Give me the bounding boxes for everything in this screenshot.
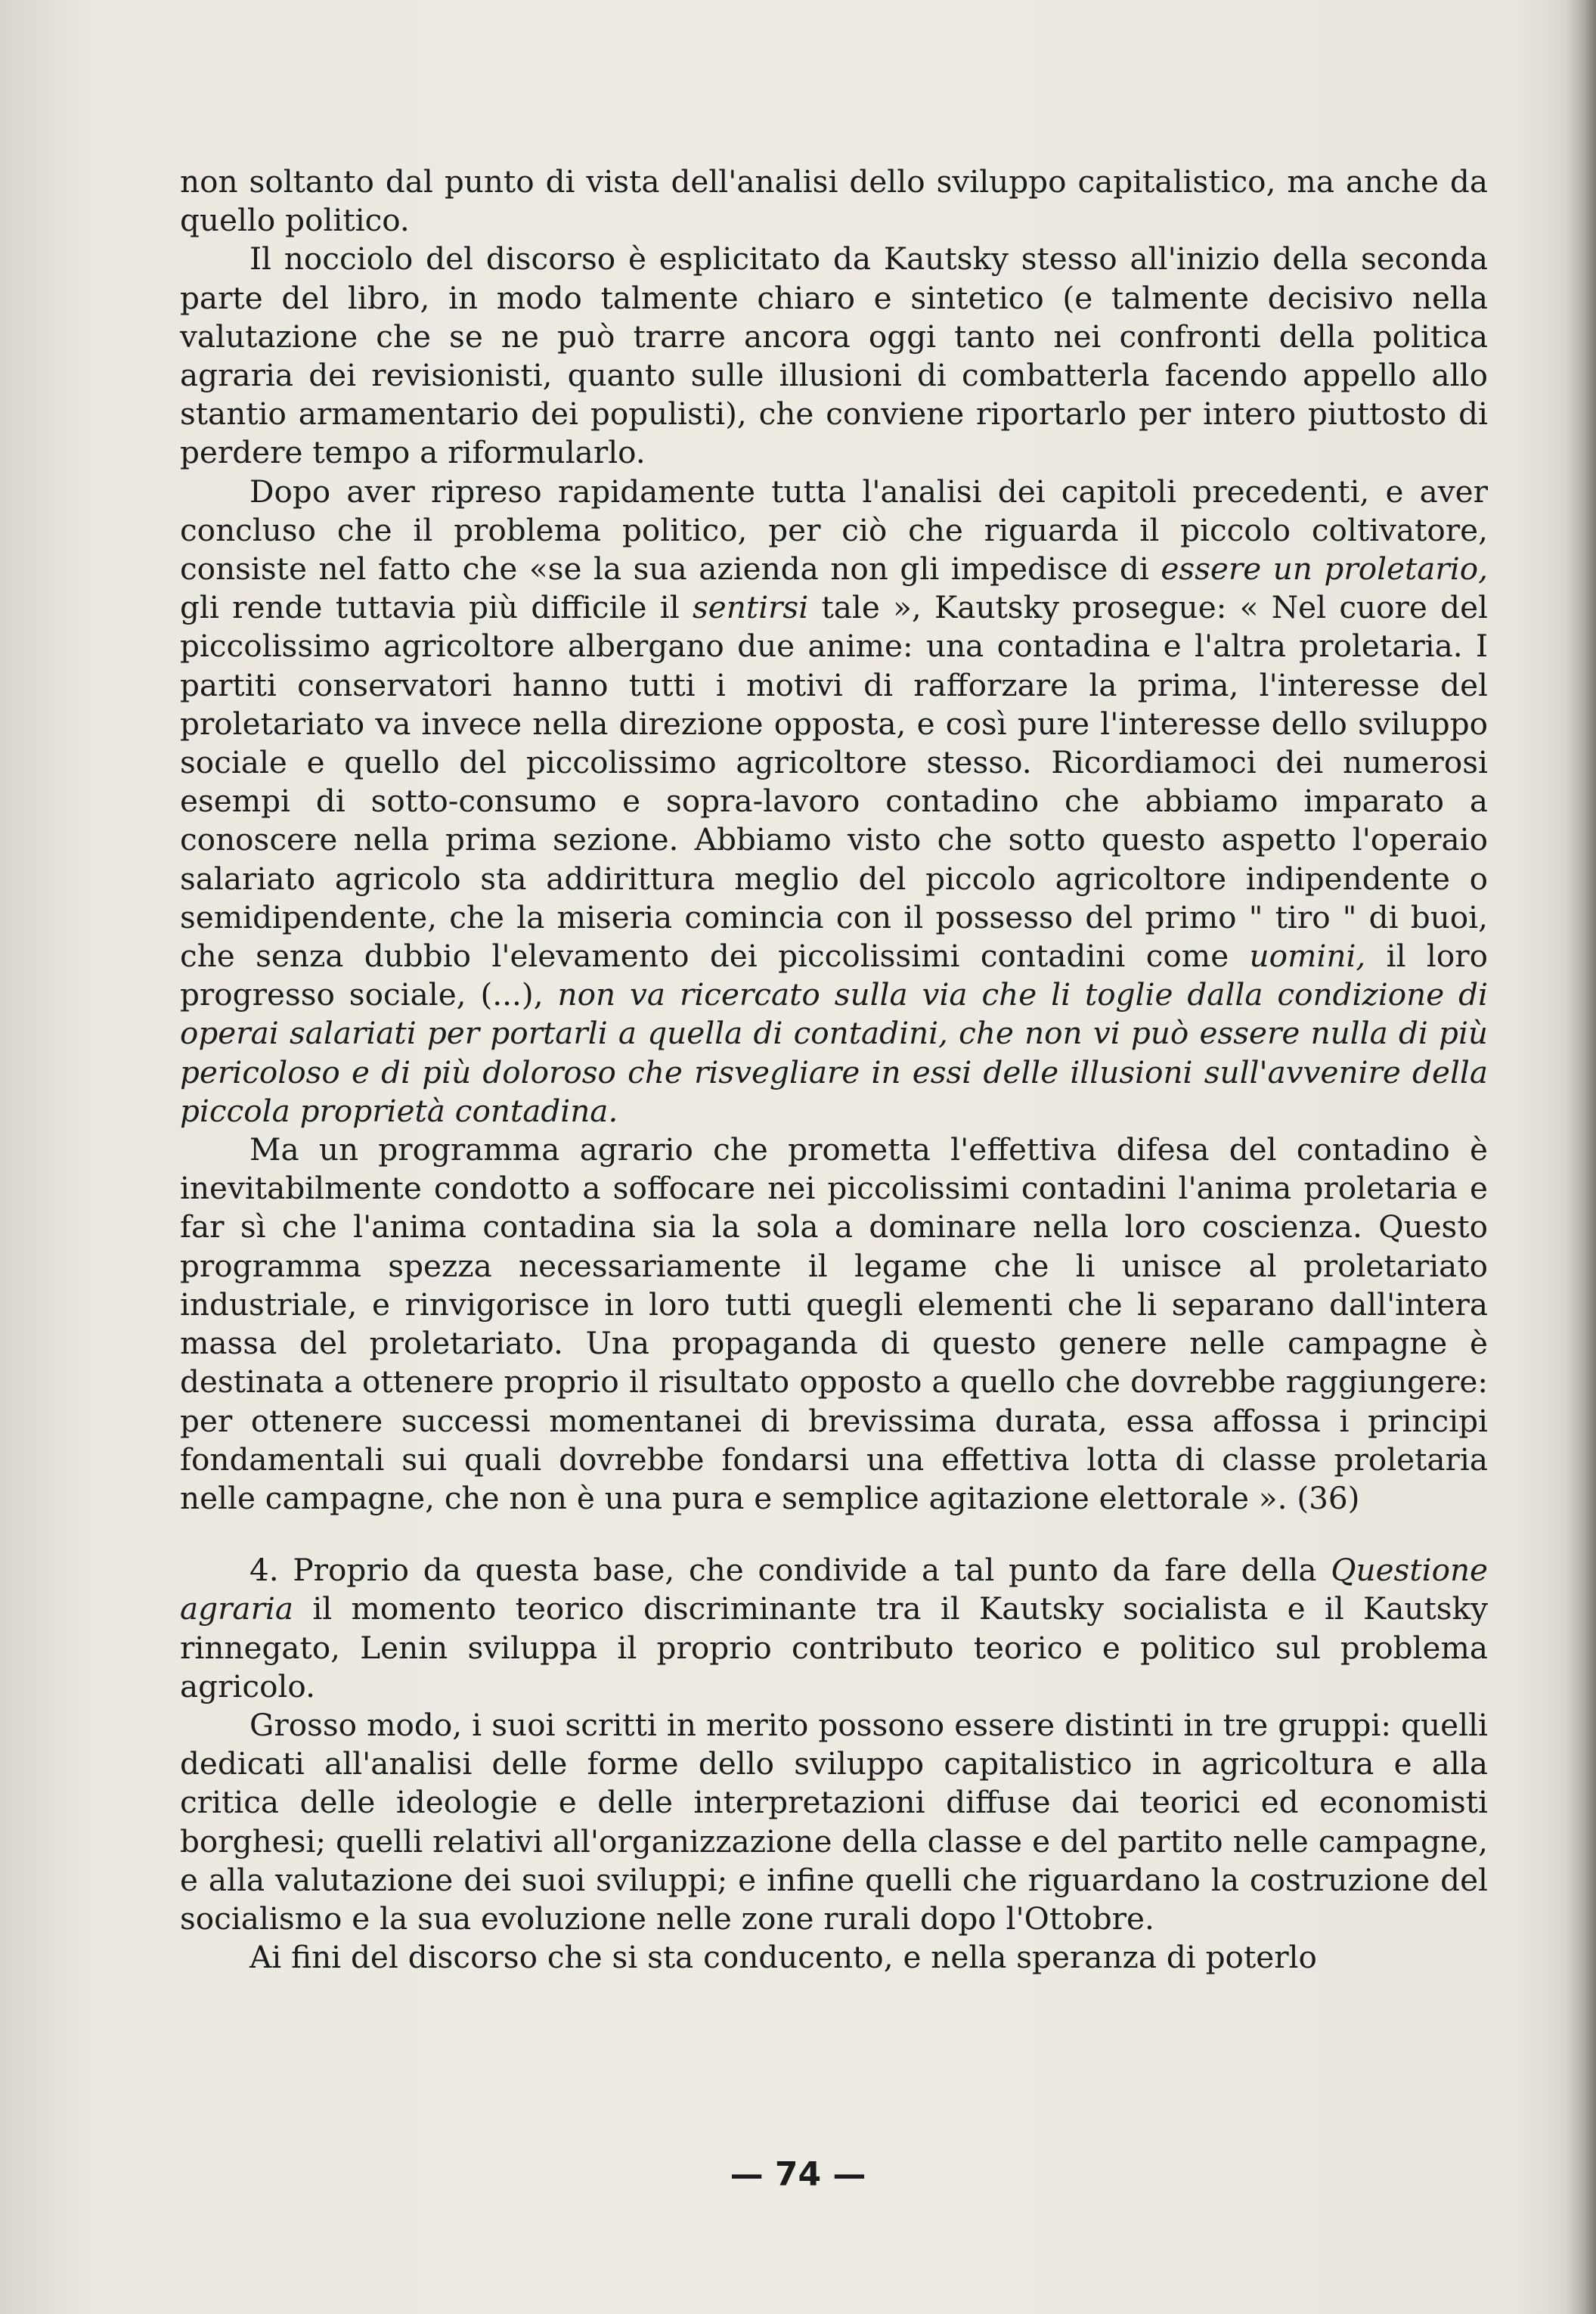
italic-text: Questione agraria — [180, 1552, 1488, 1627]
text-run: Il nocciolo del discorso è esplicitato da Kautsky stesso all'inizio della seconda parte del libro, in modo talmente chiaro e sintetico (e talmente decisivo nella valutazione che se ne può trarre ancora oggi tanto nei confronti della politica agraria dei revisionisti, quanto sulle illusioni di combatterla facendo appello allo stantio armamentario dei populisti), che conviene riportarlo per intero piuttosto di perdere tempo a riformularlo. — [180, 240, 1488, 471]
paragraph-p5 — [180, 1551, 1488, 1706]
text-run: 4. Proprio da questa base, che condivide a tal punto da fare della — [249, 1552, 1331, 1589]
italic-text: essere un proletario, — [1161, 551, 1489, 588]
italic-text: uomini, — [1249, 938, 1366, 975]
italic-text: non va ricercato sulla via che li toglie dalla condizione di operai salariati per portarli a quella di contadini, che non vi può essere nulla di più pericoloso e di più doloroso che risvegliare in essi delle illusioni sull'avvenire della piccola proprietà contadina. — [180, 976, 1488, 1129]
paragraph-p1 — [180, 163, 1488, 240]
text-run: Ma un programma agrario che prometta l'effettiva difesa del contadino è inevitabilmente condotto a soffocare nei piccolissimi contadini l'anima proletaria e far sì che l'anima contadina sia la sola a dominare nella loro coscienza. Questo programma spezza necessariamente il legame che li unisce al proletariato industriale, e rinvigorisce in loro tutti quegli elementi che li separano dall'intera massa del proletariato. Una propaganda di questo genere nelle campagne è destinata a ottenere proprio il risultato opposto a quello che dovrebbe raggiungere: per ottenere successi momentanei di brevissima durata, essa affossa i principi fondamentali sui quali dovrebbe fondarsi una effettiva lotta di classe proletaria nelle campagne, che non è una pura e semplice agitazione elettorale ». (36) — [180, 1131, 1488, 1516]
text-run: Ai fini del discorso che si sta conducento, e nella speranza di poterlo — [249, 1939, 1317, 1976]
italic-text: sentirsi — [692, 589, 809, 626]
paragraph-p2 — [180, 240, 1488, 472]
text-run: il loro progresso sociale, (...), — [180, 938, 1488, 1013]
text-run: non soltanto dal punto di vista dell'analisi dello sviluppo capitalistico, ma anche da quello politico. — [180, 163, 1488, 239]
text-run: tale », Kautsky prosegue: « Nel cuore del piccolissimo agricoltore albergano due anime: una contadina e l'altra proletaria. I partiti conservatori hanno tutti i motivi di rafforzare la prima, l'interesse del proletariato va invece nella direzione opposta, e così pure l'interesse dello sviluppo sociale e quello del piccolissimo agricoltore stesso. Ricordiamoci dei numerosi esempi di sotto-consumo e sopra-lavoro contadino che abbiamo imparato a conoscere nella prima sezione. Abbiamo visto che sotto questo aspetto l'operaio salariato agricolo sta addirittura meglio del piccolo agricoltore indipendente o semidipendente, che la miseria comincia con il possesso del primo " tiro " di buoi, che senza dubbio l'elevamento dei piccolissimi contadini come — [180, 589, 1488, 975]
page-edge-shadow — [1566, 0, 1596, 2314]
text-run: gli rende tuttavia più difficile il — [180, 589, 693, 626]
paragraph-p4 — [180, 1131, 1488, 1518]
body-text — [180, 163, 1488, 1977]
text-run: Grosso modo, i suoi scritti in merito possono essere distinti in tre gruppi: quelli dedicati all'analisi delle forme dello sviluppo capitalistico in agricoltura e alla critica delle ideologie e delle interpretazioni diffuse dai teorici ed economisti borghesi; quelli relativi all'organizzazione della classe e del partito nelle campagne, e alla valutazione dei suoi sviluppi; e infine quelli che riguardano la costruzione del socialismo e la sua evoluzione nelle zone rurali dopo l'Ottobre. — [180, 1706, 1488, 1937]
paragraph-p3 — [180, 473, 1488, 1131]
paragraph-p7 — [180, 1938, 1488, 1977]
text-run: il momento teorico discriminante tra il Kautsky socialista e il Kautsky rinnegato, Lenin sviluppa il proprio contributo teorico e politico sul problema agricolo. — [180, 1590, 1488, 1704]
text-run: Dopo aver ripreso rapidamente tutta l'analisi dei capitoli precedenti, e aver concluso che il problema politico, per ciò che riguarda il piccolo coltivatore, consiste nel fatto che «se la sua azienda non gli impedisce di — [180, 473, 1488, 588]
paragraph-p6 — [180, 1706, 1488, 1938]
page-number: — 74 — — [730, 2155, 866, 2194]
